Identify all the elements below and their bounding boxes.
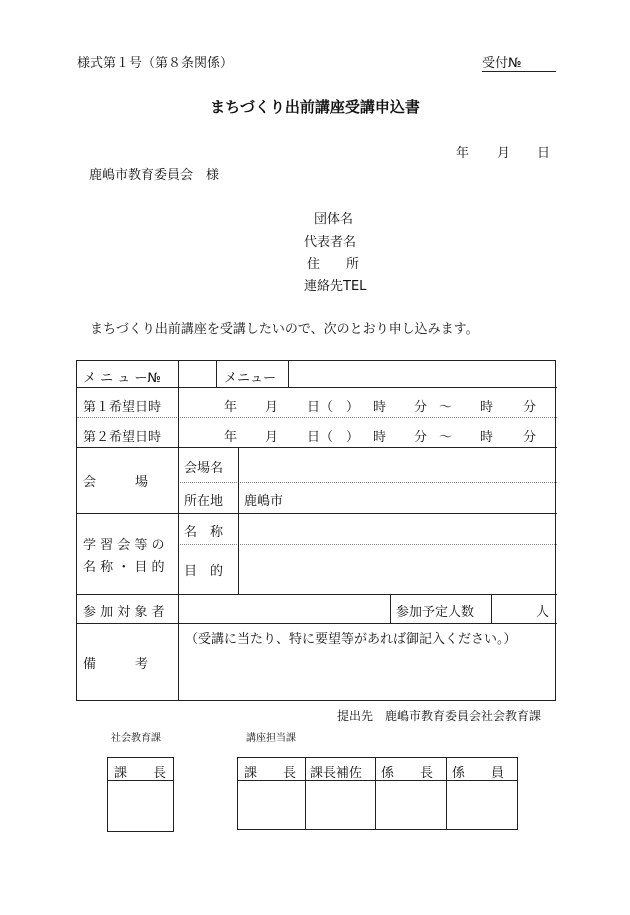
choice2-end-hour: 時	[480, 430, 494, 445]
choice2-month: 月	[265, 430, 279, 445]
study-name-label: 名 称	[184, 525, 224, 540]
staff-lead-label: 係 長	[381, 766, 434, 781]
chief2-label: 課 長	[244, 766, 297, 781]
social-edu-dept-label: 社会教育課	[111, 733, 161, 744]
staff-label: 係 員	[452, 766, 505, 781]
addressee: 鹿嶋市教育委員会 様	[89, 168, 220, 183]
receipt-number: 受付№	[482, 52, 556, 72]
choice1-year: 年	[224, 400, 238, 415]
remarks-label: 備 考	[83, 657, 149, 672]
date-day: 日	[537, 146, 551, 161]
menu-label: メニュー	[224, 371, 277, 386]
choice1-label: 第１希望日時	[83, 400, 162, 415]
choice2-minute: 分	[414, 430, 428, 445]
choice1-end-minute: 分	[523, 400, 537, 415]
choice1-day: 日（ ）	[307, 400, 360, 415]
choice1-end-hour: 時	[480, 400, 494, 415]
venue-label: 会 場	[83, 475, 149, 490]
choice1-tilde: ～	[439, 400, 453, 415]
approval-stamp-box	[237, 757, 518, 830]
choice2-tilde: ～	[439, 430, 453, 445]
group-name-label: 団体名	[314, 212, 354, 227]
choice2-day: 日（ ）	[307, 430, 360, 445]
venue-location-value: 鹿嶋市	[244, 494, 284, 509]
venue-location-label: 所在地	[184, 494, 224, 509]
target-label: 参 加 対 象 者	[83, 605, 165, 620]
page-title: まちづくり出前講座受講申込書	[210, 98, 420, 116]
date-month: 月	[497, 146, 511, 161]
contact-label: 連絡先TEL	[304, 279, 367, 294]
choice1-hour: 時	[373, 400, 387, 415]
study-group-label-line2: 名 称 ・ 目 的	[83, 560, 165, 575]
date-year: 年	[456, 146, 470, 161]
choice2-label: 第２希望日時	[83, 430, 162, 445]
choice2-year: 年	[224, 430, 238, 445]
intro-text: まちづくり出前講座を受講したいので、次のとおり申し込みます。	[90, 322, 479, 337]
persons-unit: 人	[536, 605, 550, 620]
form-number: 様式第１号（第８条関係）	[77, 56, 234, 71]
menu-no-label: メ ニ ュ ー№	[83, 371, 161, 386]
remarks-note: （受講に当たり、特に要望等があれば御記入ください。）	[185, 632, 517, 647]
lecture-dept-label: 講座担当課	[246, 733, 296, 744]
study-purpose-label: 目 的	[184, 564, 224, 579]
study-group-label-line1: 学 習 会 等 の	[83, 538, 165, 553]
address-label: 住 所	[307, 257, 360, 272]
participants-label: 参加予定人数	[396, 605, 475, 620]
representative-label: 代表者名	[304, 235, 357, 250]
chief-stamp-box	[107, 757, 174, 832]
choice2-hour: 時	[373, 430, 387, 445]
submit-to: 提出先 鹿嶋市教育委員会社会教育課	[337, 709, 542, 723]
choice1-minute: 分	[414, 400, 428, 415]
application-table	[76, 360, 556, 701]
choice1-month: 月	[265, 400, 279, 415]
deputy-chief-label: 課長補佐	[310, 766, 363, 781]
chief-label: 課 長	[114, 766, 167, 781]
venue-name-label: 会場名	[184, 461, 224, 476]
choice2-end-minute: 分	[523, 430, 537, 445]
